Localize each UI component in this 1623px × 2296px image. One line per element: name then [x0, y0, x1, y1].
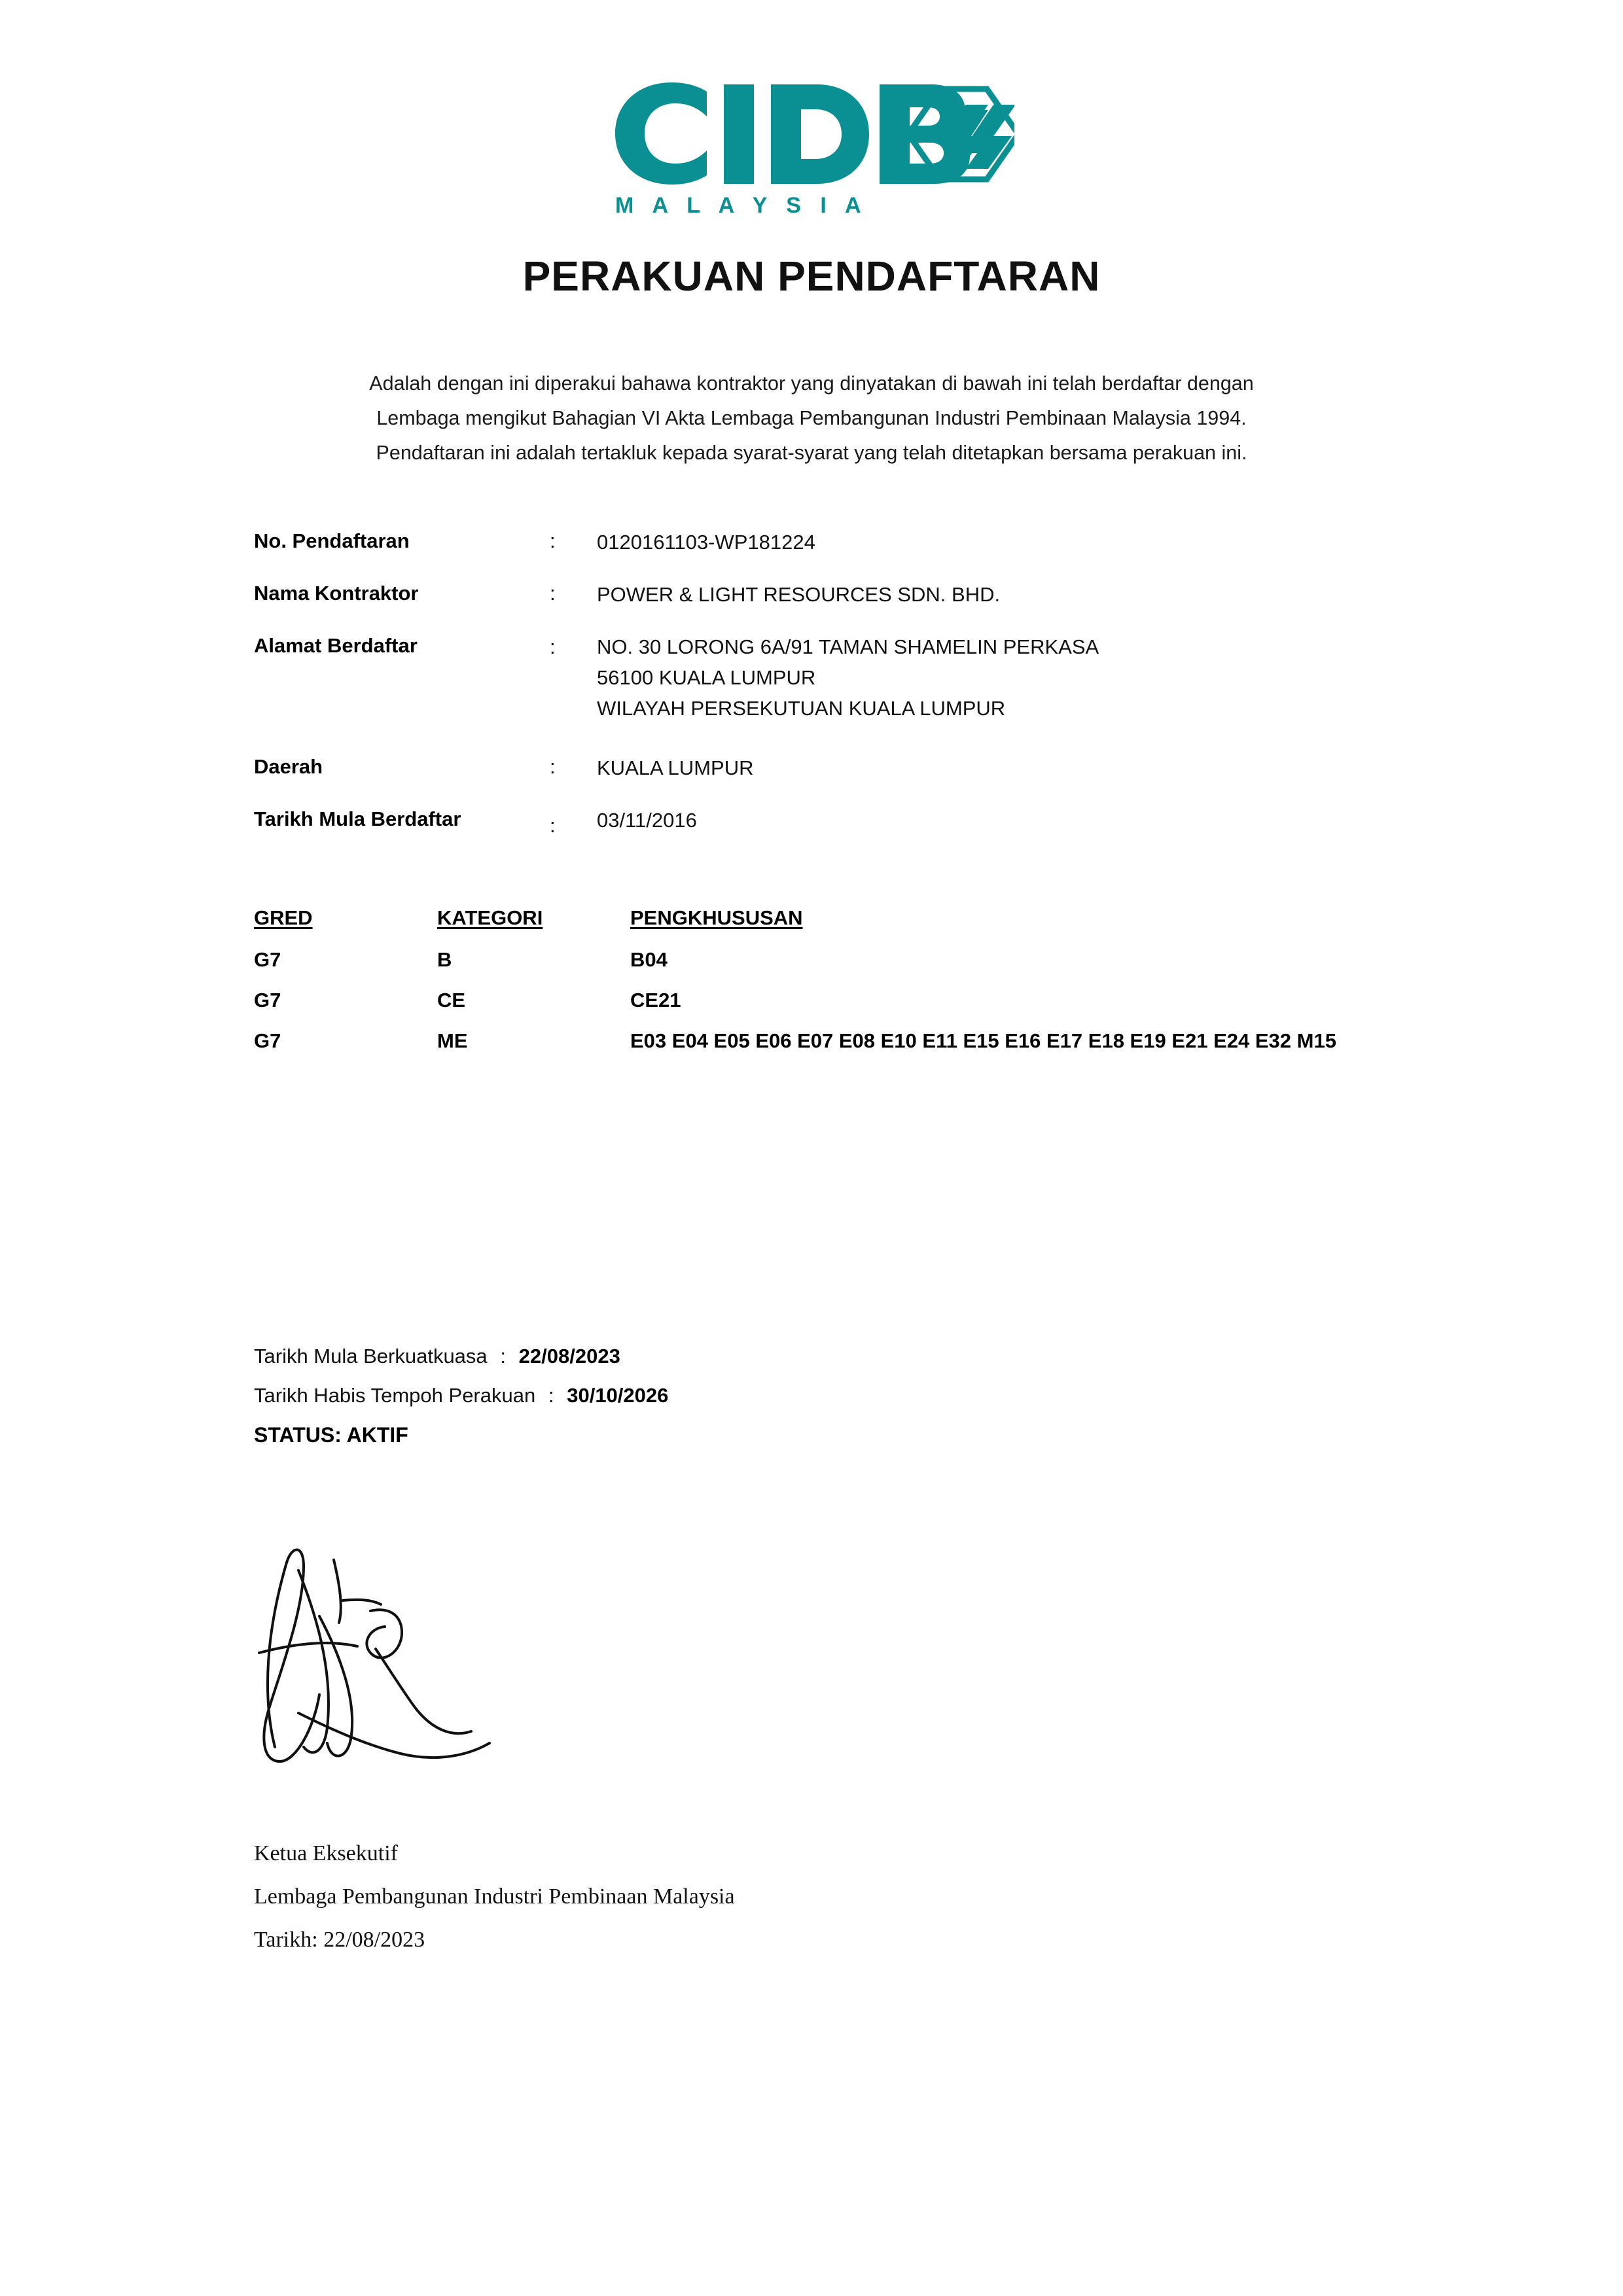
grade-table — [254, 906, 1497, 1070]
qr-matrix — [1068, 1662, 1323, 1917]
field-row-nama-kontraktor — [254, 579, 1432, 610]
cell-kategori: ME — [437, 1029, 468, 1052]
cell-kategori: B — [437, 948, 452, 971]
cidb-logo — [0, 79, 1623, 222]
colon-tarikh-habis-tempoh: : — [548, 1384, 554, 1407]
cell-pengkhususan: CE21 — [630, 989, 681, 1012]
value-no-pendaftaran: 0120161103-WP181224 — [597, 531, 815, 554]
verification-qr-code[interactable] — [1068, 1662, 1323, 1917]
colon-no-pendaftaran: : — [550, 529, 556, 552]
value-tarikh-habis-tempoh: 30/10/2026 — [567, 1384, 669, 1407]
column-header-kategori: KATEGORI — [437, 906, 543, 929]
value-nama-kontraktor: POWER & LIGHT RESOURCES SDN. BHD. — [597, 583, 1001, 606]
cell-gred: G7 — [254, 948, 281, 971]
table-row — [254, 989, 1497, 1012]
value-tarikh-mula-berdaftar: 03/11/2016 — [597, 809, 697, 832]
table-row — [254, 948, 1497, 972]
signatory-date: Tarikh: 22/08/2023 — [254, 1928, 425, 1952]
page-title: PERAKUAN PENDAFTARAN — [522, 253, 1101, 300]
address-line-3: WILAYAH PERSEKUTUAN KUALA LUMPUR — [597, 697, 1006, 720]
label-alamat-berdaftar: Alamat Berdaftar — [254, 634, 418, 657]
colon-tarikh-mula-berkuatkuasa: : — [500, 1345, 506, 1368]
label-tarikh-mula-berkuatkuasa: Tarikh Mula Berkuatkuasa — [254, 1345, 488, 1368]
value-daerah: KUALA LUMPUR — [597, 756, 754, 779]
intro-line-1: Adalah dengan ini diperakui bahawa kontraktor yang dinyatakan di bawah ini telah berdaftar dengan — [369, 372, 1254, 395]
column-header-pengkhususan: PENGKHUSUSAN — [630, 906, 803, 929]
validity-block — [254, 1345, 1366, 1447]
signatory-block — [254, 1832, 1039, 1962]
value-tarikh-mula-berkuatkuasa: 22/08/2023 — [518, 1345, 620, 1368]
registration-details — [254, 527, 1432, 862]
row-tarikh-mula-berkuatkuasa — [254, 1345, 1366, 1368]
field-row-tarikh-mula-berdaftar — [254, 805, 1432, 840]
signatory-organisation: Lembaga Pembangunan Industri Pembinaan Malaysia — [254, 1884, 735, 1909]
colon-tarikh-mula-berdaftar: : — [550, 814, 556, 837]
label-tarikh-habis-tempoh: Tarikh Habis Tempoh Perakuan — [254, 1384, 536, 1407]
label-nama-kontraktor: Nama Kontraktor — [254, 582, 419, 605]
colon-alamat-berdaftar: : — [550, 635, 556, 658]
cell-pengkhususan: E03 E04 E05 E06 E07 E08 E10 E11 E15 E16 E17 E18 E19 E21 E24 E32 M15 — [630, 1029, 1336, 1052]
field-row-no-pendaftaran — [254, 527, 1432, 557]
label-tarikh-mula-berdaftar: Tarikh Mula Berdaftar — [254, 807, 461, 830]
value-alamat-berdaftar — [597, 631, 1099, 724]
label-no-pendaftaran: No. Pendaftaran — [254, 529, 410, 552]
label-daerah: Daerah — [254, 755, 323, 778]
cell-gred: G7 — [254, 989, 281, 1012]
logo-subtext: M A L A Y S I A — [615, 193, 868, 218]
table-header-row — [254, 906, 1497, 930]
signature-image — [236, 1531, 576, 1806]
address-line-2: 56100 KUALA LUMPUR — [597, 666, 816, 689]
intro-line-3: Pendaftaran ini adalah tertakluk kepada syarat-syarat yang telah ditetapkan bersama perakuan ini. — [376, 442, 1247, 464]
address-line-1: NO. 30 LORONG 6A/91 TAMAN SHAMELIN PERKASA — [597, 635, 1099, 658]
table-row — [254, 1029, 1497, 1053]
status-badge: STATUS: AKTIF — [254, 1423, 408, 1447]
intro-line-2: Lembaga mengikut Bahagian VI Akta Lembaga Pembangunan Industri Pembinaan Malaysia 1994. — [376, 407, 1247, 429]
colon-daerah: : — [550, 755, 556, 778]
cell-pengkhususan: B04 — [630, 948, 668, 971]
field-row-alamat-berdaftar — [254, 631, 1432, 724]
column-header-gred: GRED — [254, 906, 313, 929]
intro-paragraph — [0, 366, 1623, 470]
cell-gred: G7 — [254, 1029, 281, 1052]
colon-nama-kontraktor: : — [550, 582, 556, 605]
field-row-daerah — [254, 752, 1432, 783]
signatory-title: Ketua Eksekutif — [254, 1841, 398, 1865]
cell-kategori: CE — [437, 989, 466, 1012]
row-tarikh-habis-tempoh — [254, 1384, 1366, 1407]
